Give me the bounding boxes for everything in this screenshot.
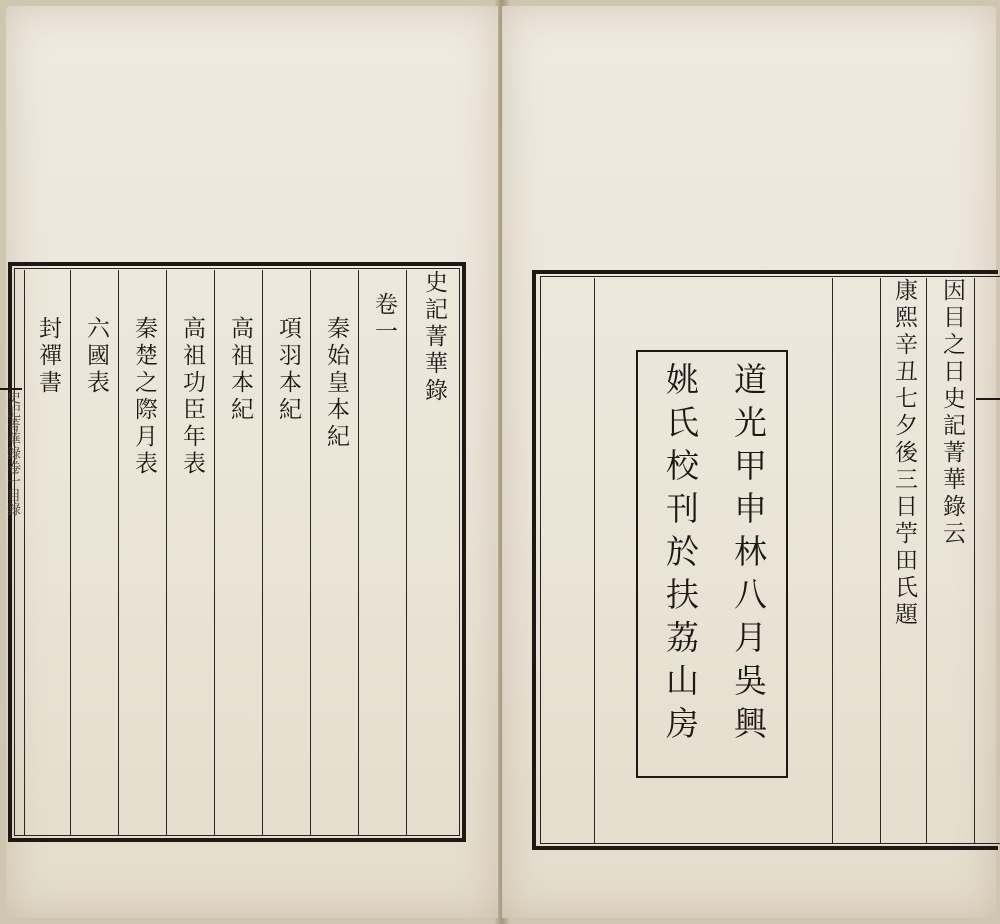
column-rule bbox=[214, 270, 215, 836]
column-rule bbox=[118, 270, 119, 836]
seal-text-line: 道光甲申林八月吳興 bbox=[729, 362, 768, 749]
column-rule bbox=[70, 270, 71, 836]
seal-text-line: 姚氏校刊於扶荔山房 bbox=[661, 362, 700, 749]
column-rule bbox=[310, 270, 311, 836]
column-rule bbox=[974, 278, 975, 844]
book-title: 史記菁華錄 bbox=[421, 270, 447, 405]
preface-line: 因目之日史記菁華錄云 bbox=[939, 278, 965, 548]
contents-entry: 項羽本紀 bbox=[275, 316, 301, 424]
column-rule bbox=[406, 270, 407, 836]
contents-entry: 秦楚之際月表 bbox=[131, 316, 157, 478]
contents-entry: 高祖本紀 bbox=[227, 316, 253, 424]
column-rule bbox=[166, 270, 167, 836]
fold-marker bbox=[976, 398, 1000, 400]
contents-entry: 六國表 bbox=[83, 316, 109, 397]
column-rule bbox=[358, 270, 359, 836]
contents-entry: 秦始皇本紀 bbox=[323, 316, 349, 451]
column-rule bbox=[594, 278, 595, 844]
column-rule bbox=[832, 278, 833, 844]
preface-signature: 康熙辛丑七夕後三日苧田氏題 bbox=[891, 278, 917, 629]
column-rule bbox=[926, 278, 927, 844]
column-rule bbox=[880, 278, 881, 844]
colophon-seal bbox=[636, 350, 788, 778]
volume-heading: 卷一 bbox=[371, 292, 397, 346]
contents-entry: 高祖功臣年表 bbox=[179, 316, 205, 478]
contents-entry: 封禪書 bbox=[35, 316, 61, 397]
page-edge-label: 史記菁華錄卷一目錄 bbox=[5, 390, 21, 516]
column-rule bbox=[262, 270, 263, 836]
